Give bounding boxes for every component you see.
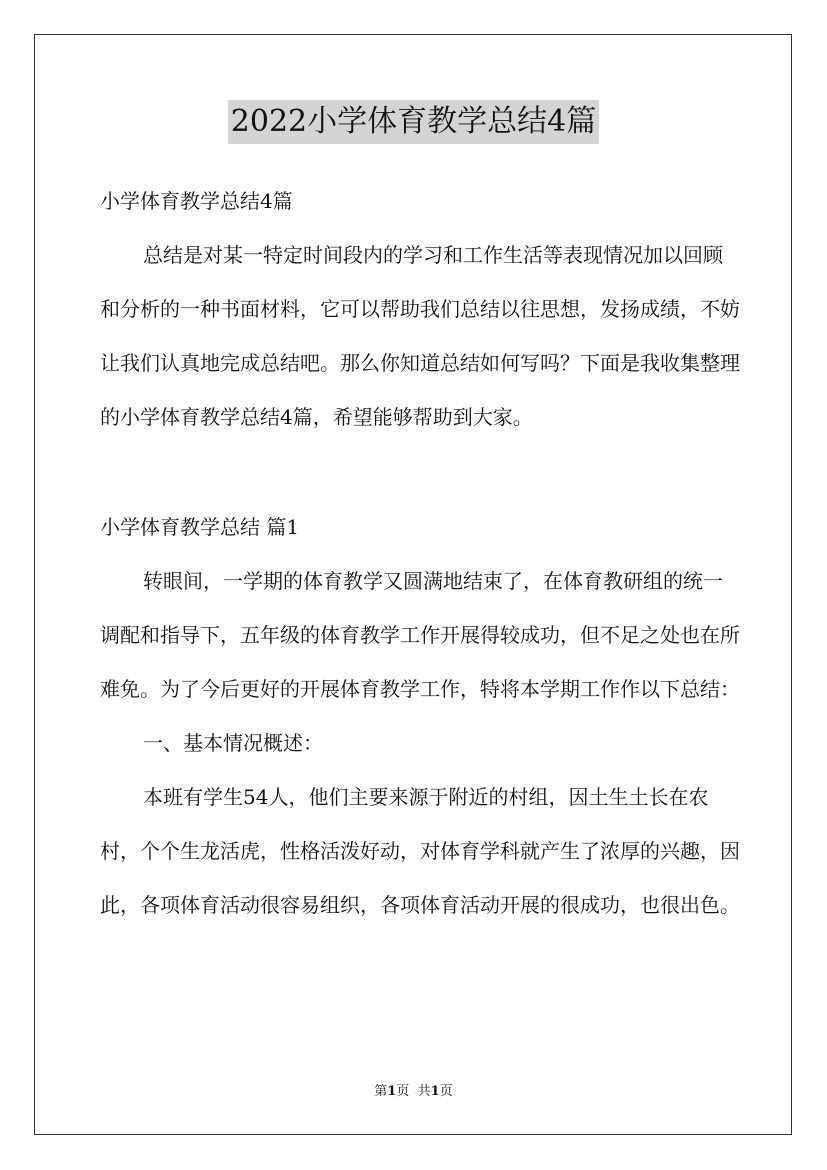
total-pages: 1 (430, 1084, 440, 1099)
body-paragraph: 本班有学生54人，他们主要来源于附近的村组，因土生土长在农村，个个生龙活虎，性格活泼好动，对体育学科就产生了浓厚的兴趣，因此，各项体育活动很容易组织，各项体育活动开展的很成功，也很出色。 (100, 785, 740, 917)
title-container (0, 100, 827, 144)
page-prefix: 第 (374, 1084, 388, 1099)
page-suffix: 页 (396, 1084, 410, 1099)
total-prefix: 共 (417, 1084, 431, 1099)
document-subtitle: 小学体育教学总结4篇 (100, 189, 293, 213)
document-title: 2022小学体育教学总结4篇 (228, 100, 599, 144)
page-number: 1 (387, 1084, 397, 1099)
section-spacer (100, 444, 740, 500)
page-footer (0, 1082, 827, 1102)
sub-heading: 一、基本情况概述： (143, 731, 323, 755)
intro-paragraph: 总结是对某一特定时间段内的学习和工作生活等表现情况加以回顾和分析的一种书面材料，它可以帮助我们总结以往思想，发扬成绩，不妨让我们认真地完成总结吧。那么你知道总结如何写吗？下面是我收集整理的小学体育教学总结4篇，希望能够帮助到大家。 (100, 243, 740, 429)
body-paragraph: 转眼间，一学期的体育教学又圆满地结束了，在体育教研组的统一调配和指导下，五年级的体育教学工作开展得较成功，但不足之处也在所难免。为了今后更好的开展体育教学工作，特将本学期工作作以下总结： (100, 569, 740, 701)
total-suffix: 页 (439, 1084, 453, 1099)
document-body (100, 174, 740, 932)
section-heading: 小学体育教学总结 篇1 (100, 515, 300, 539)
